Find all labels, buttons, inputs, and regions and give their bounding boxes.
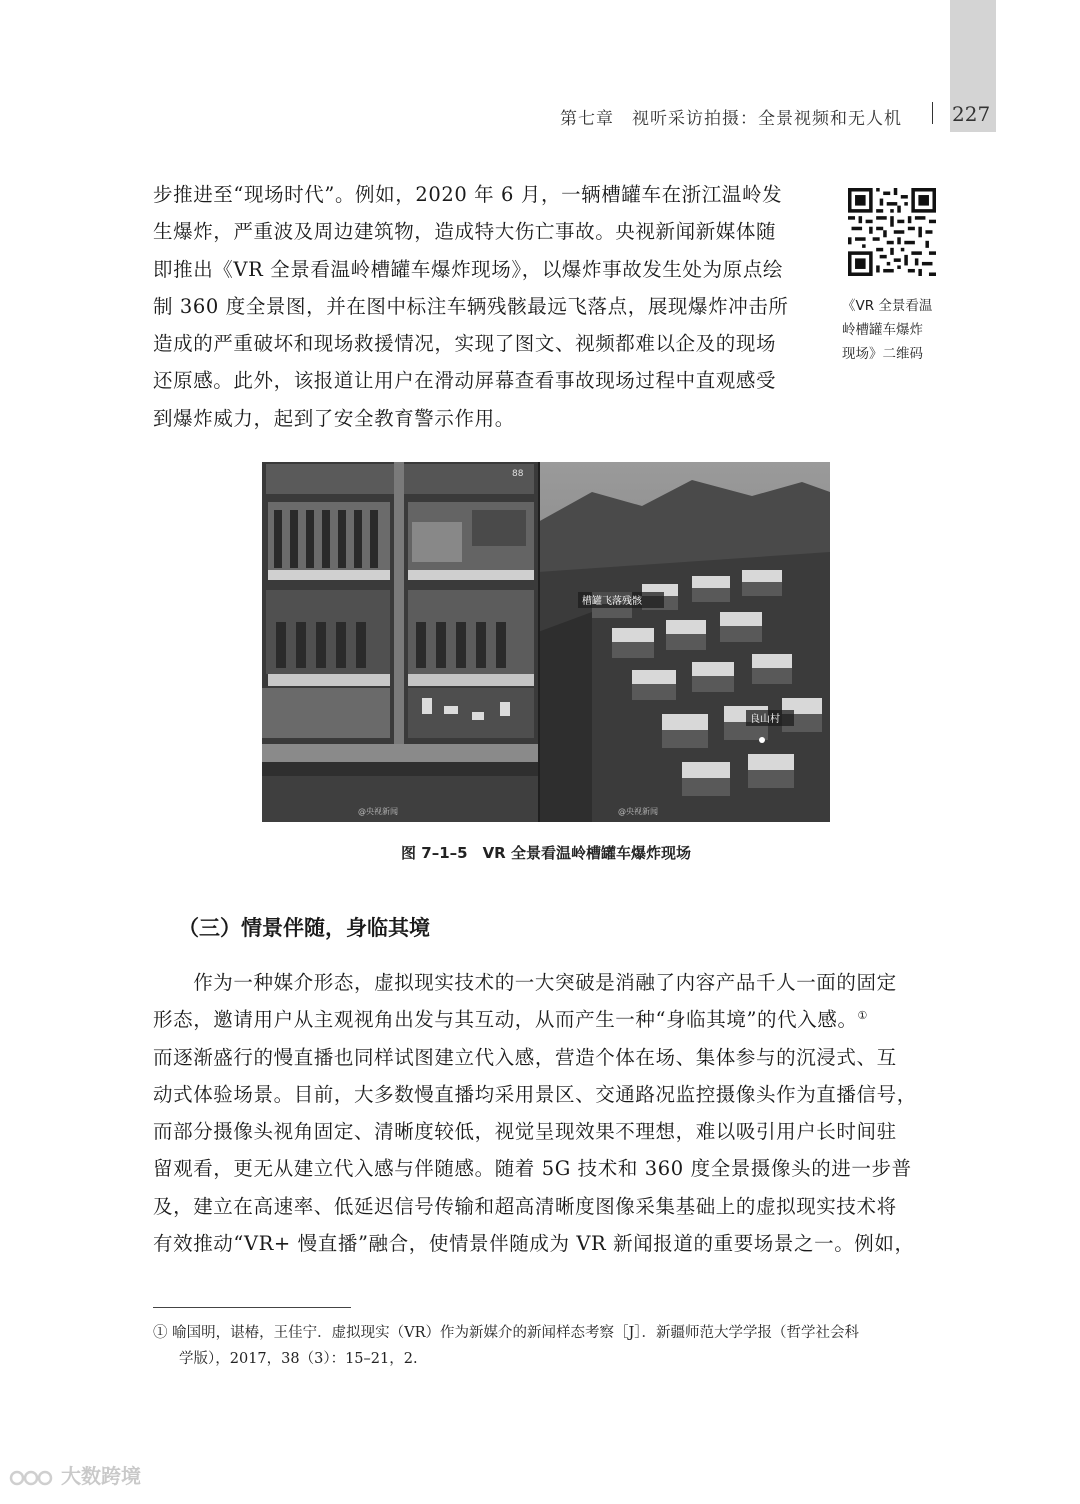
photo-watermark-right: @央视新闻 [618,807,658,816]
text-line [153,1001,943,1038]
footnote-line: ① 喻国明，谌椿，王佳宁．虚拟现实（VR）作为新媒介的新闻样态考察［J］．新疆师范大学学报（哲学社会科 [153,1325,860,1341]
qr-caption [842,294,954,366]
svg-text:良山村: 良山村 [750,714,780,725]
watermark-text: 大数跨境 [60,1464,141,1488]
text-line: 还原感。此外，该报道让用户在滑动屏幕查看事故现场过程中直观感受 [153,369,777,393]
watermark-logo-icon [8,1467,54,1489]
text-line: 即推出《VR 全景看温岭槽罐车爆炸现场》，以爆炸事故发生处为原点绘 [153,257,784,281]
aerial-oblique-panel [538,462,830,822]
text-line: 而逐渐盛行的慢直播也同样试图建立代入感，营造个体在场、集体参与的沉浸式、互 [153,1045,897,1069]
page-number: 227 [952,102,991,126]
body-paragraph-1 [153,176,823,437]
text-line: 到爆炸威力，起到了安全教育警示作用。 [153,406,515,430]
text-line: 及，建立在高速率、低延迟信号传输和超高清晰度图像采集基础上的虚拟现实技术将 [153,1194,897,1218]
footnote-ref[interactable]: ① [857,1009,869,1023]
body-paragraph-2 [153,964,943,1262]
text-line: 步推进至“现场时代”。例如，2020 年 6 月，一辆槽罐车在浙江温岭发 [153,183,783,206]
debris-label [578,592,664,608]
qr-caption-line: 岭槽罐车爆炸 [842,322,923,338]
text-line-content: 形态，邀请用户从主观视角出发与其互动，从而产生一种“身临其境”的代入感。 [153,1008,858,1032]
footnote-divider [153,1307,351,1308]
svg-text:槽罐飞落残骸: 槽罐飞落残骸 [582,596,642,607]
section-heading: （三）情景伴随，身临其境 [178,916,430,940]
chapter-title: 第七章 视听采访拍摄：全景视频和无人机 [560,109,902,129]
photo-watermark-left: @央视新闻 [358,807,398,816]
text-line: 造成的严重破坏和现场救援情况，实现了图文、视频都难以企及的现场 [153,332,777,356]
qr-code[interactable] [848,188,936,276]
figure-caption: 图 7–1–5 VR 全景看温岭槽罐车爆炸现场 [401,844,691,862]
text-line: 生爆炸，严重波及周边建筑物，造成特大伤亡事故。央视新闻新媒体随 [153,220,777,244]
running-header [560,100,992,130]
qr-caption-line: 《VR 全景看温 [842,298,933,314]
site-watermark [8,1460,141,1489]
footnote-line: 学版），2017，38（3）：15–21，2. [179,1351,418,1367]
header-divider [932,102,933,124]
text-line: 而部分摄像头视角固定、清晰度较低，视觉呈现效果不理想，难以吸引用户长时间驻 [153,1120,897,1144]
corner-number: 88 [512,469,524,479]
text-line: 留观看，更无从建立代入感与伴随感。随着 5G 技术和 360 度全景摄像头的进一步普 [153,1157,912,1181]
text-line: 制 360 度全景图，并在图中标注车辆残骸最远飞落点，展现爆炸冲击所 [153,294,789,318]
text-line: 作为一种媒介形态，虚拟现实技术的一大突破是消融了内容产品千人一面的固定 [153,971,897,994]
text-line: 有效推动“VR+ 慢直播”融合，使情景伴随成为 VR 新闻报道的重要场景之一。例如， [153,1232,915,1256]
aerial-topdown-panel [262,462,538,822]
explosion-site-photo [262,462,830,822]
qr-caption-line: 现场》二维码 [842,346,923,362]
text-line: 动式体验场景。目前，大多数慢直播均采用景区、交通路况监控摄像头作为直播信号， [153,1082,917,1106]
footnote [153,1320,953,1372]
